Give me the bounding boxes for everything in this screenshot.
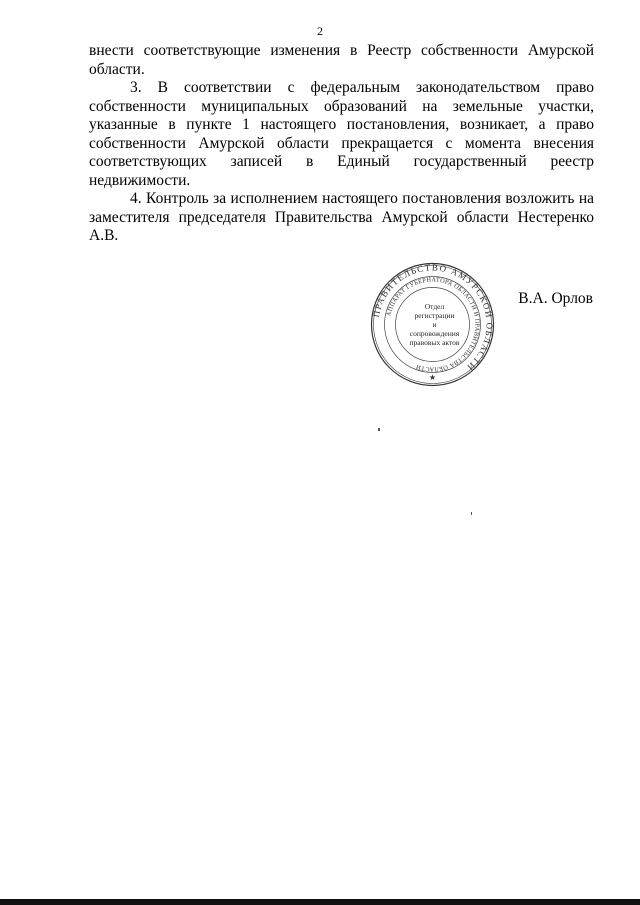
seal-line: регистрации: [414, 311, 455, 320]
seal-line: и сопровождения: [409, 320, 460, 338]
scan-speck: [471, 512, 472, 515]
scan-bottom-edge: [0, 899, 640, 905]
seal-center-text: [407, 302, 462, 347]
signatory-name: В.А. Орлов: [518, 290, 593, 307]
seal-line: правовых актов: [409, 338, 460, 347]
paragraph-4: 4. Контроль за исполнением настоящего постановления возложить на заместителя председателя Правительства Амурской области Нестеренко А.В.: [89, 190, 594, 244]
document-body: [89, 42, 594, 246]
paragraph-3: 3. В соответствии с федеральным законодательством право собственности муниципальных образований на земельные участки, указанные в пункте 1 настоящего постановления, возникает, а право собственности Амурской области прекращается с момента внесения соответствующих записей в Единый государственный реестр недвижимости.: [89, 79, 594, 189]
svg-text:★: ★: [428, 373, 437, 382]
svg-text:АППАРАТ ГУБЕРНАТОРА ОБЛАСТИ И: АППАРАТ ГУБЕРНАТОРА ОБЛАСТИ И ПРАВИТЕЛЬСТВА ОБЛАСТИ: [385, 276, 481, 373]
page-number: 2: [317, 24, 323, 38]
svg-text:ПРАВИТЕЛЬСТВО АМУРСКОЙ ОБЛАСТИ: ПРАВИТЕЛЬСТВО АМУРСКОЙ ОБЛАСТИ: [370, 262, 495, 374]
seal-line: Отдел: [424, 302, 445, 311]
scan-speck: [378, 428, 380, 431]
official-seal-stamp: [370, 262, 495, 387]
paragraph-continuation: внести соответствующие изменения в Реестр собственности Амурской области.: [89, 42, 594, 78]
